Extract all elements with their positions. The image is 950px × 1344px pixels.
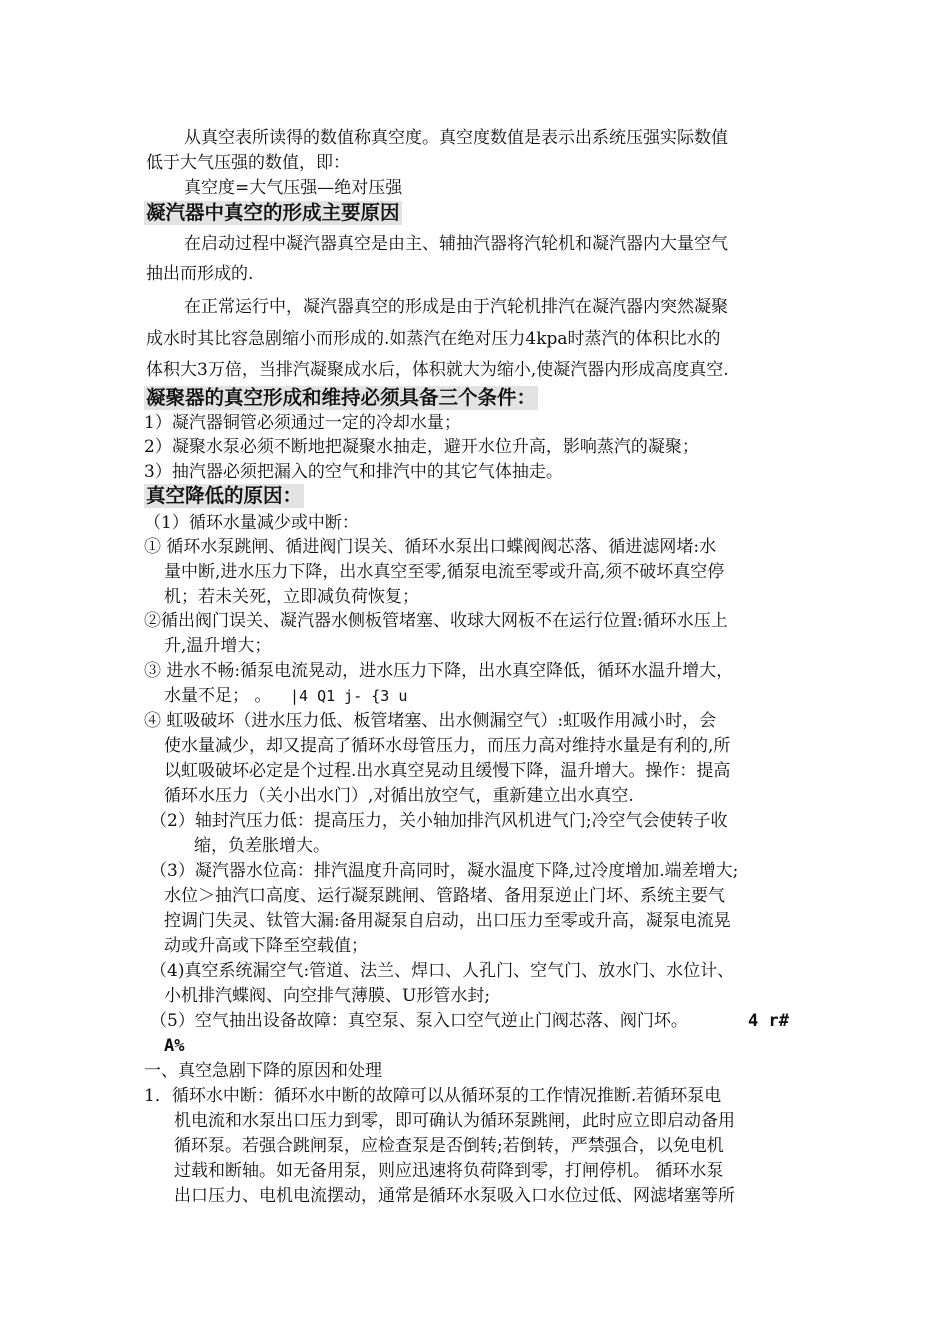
cause-1d-line4: 循环水压力（关小出水门）,对循出放空气，重新建立出水真空. bbox=[164, 786, 634, 806]
section-heading-three-conditions: 凝聚器的真空形成和维持必须具备三个条件： bbox=[146, 386, 537, 409]
condition-item-2: 2）凝聚水泵必须不断地把凝聚水抽走，避开水位升高，影响蒸汽的凝聚； bbox=[144, 437, 699, 457]
cause-5-garbled-text-2: A% bbox=[164, 1036, 185, 1056]
section1-p1-line2: 抽出而形成的. bbox=[146, 264, 254, 284]
intro-formula: 真空度=大气压强—绝对压强 bbox=[184, 178, 403, 198]
cause-1a-line1: ① 循环水泵跳闸、循进阀门误关、循环水泵出口蝶阀阀芯落、循进滤网堵:水 bbox=[144, 537, 717, 557]
handling-item-1-line2: 机电流和水泵出口压力到零，即可确认为循环泵跳闸，此时应立即启动备用 bbox=[174, 1111, 735, 1131]
cause-5-line1: （5）空气抽出设备故障：真空泵、泵入口空气逆止门阀芯落、阀门坏。 bbox=[150, 1011, 688, 1031]
cause-3-line2: 水位＞抽汽口高度、运行凝泵跳闸、管路堵、备用泵逆止门坏、系统主要气 bbox=[164, 886, 725, 906]
handling-item-1-line5: 出口压力、电机电流摆动，通常是循环水泵吸入口水位过低、网滤堵塞等所 bbox=[174, 1186, 735, 1206]
cause-1d-line2: 使水量减少，却又提高了循环水母管压力，而压力高对维持水量是有利的,所 bbox=[164, 736, 731, 756]
section1-p2-line1: 在正常运行中，凝汽器真空的形成是由于汽轮机排汽在凝汽器内突然凝聚 bbox=[184, 297, 728, 317]
cause-1c-line2: 水量不足； 。 bbox=[164, 686, 272, 706]
cause-2-line1: （2）轴封汽压力低：提高压力，关小轴加排汽风机进气门;冷空气会使转子收 bbox=[150, 811, 728, 831]
cause-3-line1: （3）凝汽器水位高：排汽温度升高同时，凝水温度下降,过冷度增加.端差增大; bbox=[150, 861, 739, 881]
handling-item-1-line1: 1．循环水中断：循环水中断的故障可以从循环泵的工作情况推断.若循环泵电 bbox=[144, 1086, 722, 1106]
section1-p1-line1: 在启动过程中凝汽器真空是由主、辅抽汽器将汽轮机和凝汽器内大量空气 bbox=[184, 234, 728, 254]
cause-3-line3: 控调门失灵、钛管大漏:备用凝泵自启动，出口压力至零或升高，凝泵电流晃 bbox=[164, 911, 731, 931]
cause-1a-line3: 机；若未关死，立即减负荷恢复； bbox=[164, 587, 419, 607]
cause-2-line2: 缩，负差胀增大。 bbox=[194, 836, 330, 856]
section1-p2-line2: 成水时其比容急剧缩小而形成的.如蒸汽在绝对压力4kpa时蒸汽的体积比水的 bbox=[146, 329, 721, 349]
cause-4-line1: （4)真空系统漏空气:管道、法兰、焊口、人孔门、空气门、放水门、水位计、 bbox=[150, 961, 735, 981]
section-heading-vacuum-formation: 凝汽器中真空的形成主要原因 bbox=[146, 201, 400, 224]
cause-1a-line2: 量中断,进水压力下降，出水真空至零,循泵电流至零或升高,须不破坏真空停 bbox=[164, 562, 725, 582]
handling-item-1-line4: 过载和断轴。如无备用泵，则应迅速将负荷降到零，打闸停机。 循环水泵 bbox=[174, 1161, 724, 1181]
section1-p2-line3: 体积大3万倍，当排汽凝聚成水后，体积就大为缩小,使凝汽器内形成高度真空. bbox=[146, 360, 729, 380]
cause-1b-line1: ②循出阀门误关、凝汽器水侧板管堵塞、收球大网板不在运行位置:循环水压上 bbox=[144, 611, 728, 631]
cause-1c-line1: ③ 进水不畅:循泵电流晃动，进水压力下降，出水真空降低，循环水温升增大， bbox=[144, 661, 734, 681]
intro-line-1: 从真空表所读得的数值称真空度。真空度数值是表示出系统压强实际数值 bbox=[184, 128, 728, 148]
cause-4-line2: 小机排汽蝶阀、向空排气薄膜、U形管水封; bbox=[164, 986, 491, 1006]
section-heading-vacuum-drop-causes: 真空降低的原因： bbox=[146, 484, 303, 507]
condition-item-1: 1）凝汽器铜管必须通过一定的冷却水量； bbox=[144, 413, 461, 433]
section-heading-sudden-drop: 一、真空急剧下降的原因和处理 bbox=[144, 1061, 382, 1081]
cause-5-garbled-text: 4 r# bbox=[748, 1011, 789, 1031]
condition-item-3: 3）抽汽器必须把漏入的空气和排汽中的其它气体抽走。 bbox=[144, 462, 563, 482]
cause-1b-line2: 升,温升增大； bbox=[164, 636, 272, 656]
handling-item-1-line3: 循环泵。若强合跳闸泵，应检查泵是否倒转;若倒转，严禁强合，以免电机 bbox=[174, 1136, 724, 1156]
intro-line-2: 低于大气压强的数值，即： bbox=[146, 153, 350, 173]
cause-1c-garbled-text: |4 Q1 j- {3 u bbox=[290, 687, 408, 705]
cause-1d-line1: ④ 虹吸破坏（进水压力低、板管堵塞、出水侧漏空气）:虹吸作用减小时，会 bbox=[144, 711, 717, 731]
cause-1-title: （1）循环水量减少或中断： bbox=[144, 513, 359, 533]
cause-1d-line3: 以虹吸破坏必定是个过程.出水真空晃动且缓慢下降，温升增大。操作：提高 bbox=[164, 761, 731, 781]
cause-3-line4: 动或升高或下降至空载值； bbox=[164, 936, 368, 956]
